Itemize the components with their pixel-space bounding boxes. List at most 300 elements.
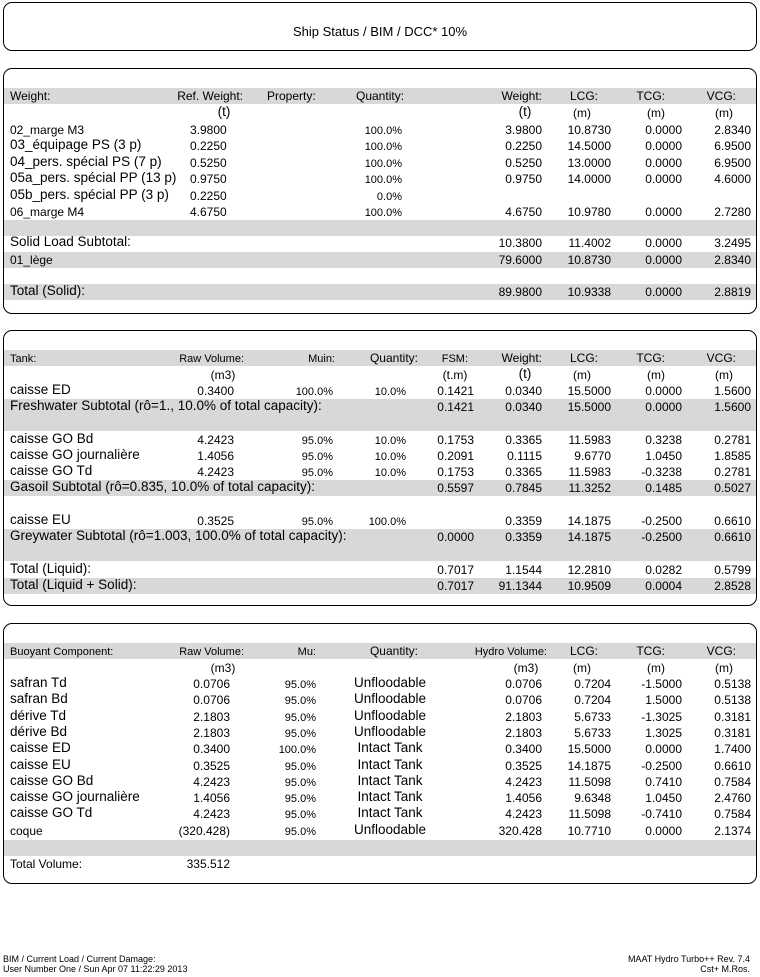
tcg: 0.0000 <box>645 236 682 250</box>
component-name: caisse GO Td <box>10 805 93 821</box>
unit-label: (m) <box>715 368 733 382</box>
tank-row <box>4 383 756 399</box>
tank-total-row <box>4 562 756 578</box>
mu: 95.0% <box>284 825 316 838</box>
tcg: 0.0000 <box>645 172 682 187</box>
raw-volume: 4.2423 <box>197 433 234 447</box>
col-header: TCG: <box>636 89 665 103</box>
quantity: Unfloodable <box>353 707 427 723</box>
mu: 95.0% <box>284 776 316 789</box>
col-header: VCG: <box>706 89 736 103</box>
page-title: Ship Status / BIM / DCC* 10% <box>292 24 468 39</box>
col-header: Quantity: <box>369 351 418 365</box>
lcg: 11.5098 <box>568 807 611 822</box>
tank-subtotal-row <box>4 399 756 415</box>
weight: 89.9800 <box>498 285 542 299</box>
buoyant-row <box>4 806 756 822</box>
weight: 3.9800 <box>505 123 542 137</box>
quantity: 100.0% <box>364 174 402 187</box>
vcg: 0.3181 <box>714 725 751 740</box>
spacer-row <box>4 496 756 512</box>
lcg: 10.8730 <box>567 253 611 267</box>
unit-label: (m) <box>715 661 733 675</box>
quantity: Intact Tank <box>357 805 423 821</box>
weight: 0.7845 <box>505 481 542 495</box>
vcg: 2.4760 <box>714 791 751 806</box>
tcg: -0.3238 <box>641 465 682 479</box>
weight: 0.0340 <box>505 400 542 414</box>
vcg: 6.9500 <box>714 139 751 154</box>
tank-name: caisse GO journalière <box>10 447 140 462</box>
unit-label: (t) <box>518 366 532 381</box>
unit-label: (m) <box>573 661 591 675</box>
lcg: 9.6770 <box>574 449 611 463</box>
vcg: 2.8528 <box>714 579 751 593</box>
unit-label: (m) <box>647 106 665 120</box>
lcg: 15.5000 <box>567 384 611 398</box>
weight-row <box>4 155 756 171</box>
hydro-volume: 2.1803 <box>505 709 542 724</box>
tcg: 0.0000 <box>645 139 682 154</box>
total-volume: 335.512 <box>186 857 230 871</box>
raw-volume: 0.3525 <box>193 758 230 773</box>
spacer-row <box>4 840 756 856</box>
tcg: 0.1485 <box>645 481 682 495</box>
ref-weight: 0.9750 <box>190 172 227 187</box>
tcg: 0.0000 <box>645 823 682 838</box>
tcg: 0.3238 <box>645 433 682 447</box>
component-name: caisse GO Bd <box>10 772 94 788</box>
subtotal-label: Greywater Subtotal (rô=1.003, 100.0% of total capacity): <box>10 528 347 543</box>
buoyant-units-row <box>4 660 756 676</box>
weights-units-row <box>4 105 756 121</box>
fsm: 0.5597 <box>437 481 474 495</box>
vcg: 2.8340 <box>714 123 751 137</box>
col-header: Muin: <box>308 353 335 365</box>
solid-subtotal-row <box>4 235 756 251</box>
quantity: 100.0% <box>364 125 402 137</box>
spacer-row <box>4 415 756 431</box>
col-header: VCG: <box>706 351 736 365</box>
lcg: 10.9509 <box>567 579 611 593</box>
muin: 100.0% <box>295 386 333 398</box>
vcg: 0.3181 <box>714 709 751 724</box>
tcg: 0.0000 <box>645 205 682 219</box>
col-header: VCG: <box>706 644 736 658</box>
buoyant-row <box>4 823 756 839</box>
tank-row <box>4 448 756 464</box>
vcg: 0.6610 <box>714 758 751 773</box>
mu: 95.0% <box>284 711 316 724</box>
col-header: TCG: <box>636 644 665 658</box>
raw-volume: 0.0706 <box>193 693 230 708</box>
unit-label: (m) <box>647 661 665 675</box>
lege-row <box>4 252 756 268</box>
tcg: -0.2500 <box>641 758 682 773</box>
hydro-volume: 4.2423 <box>505 774 542 789</box>
unit-label: (t.m) <box>442 368 468 382</box>
lcg: 12.2810 <box>567 563 611 577</box>
weights-panel <box>3 68 757 314</box>
footer-user-info: User Number One / Sun Apr 07 11:22:29 2013 <box>3 964 188 974</box>
quantity: Unfloodable <box>353 675 427 690</box>
ref-weight: 4.6750 <box>190 205 227 219</box>
tank-total-row <box>4 578 756 594</box>
tank-name: caisse GO Td <box>10 463 93 478</box>
muin: 95.0% <box>301 516 333 528</box>
muin: 95.0% <box>301 467 333 479</box>
hydro-volume: 0.0706 <box>505 677 542 691</box>
lcg: 14.0000 <box>567 172 611 187</box>
weight-name: 03_équipage PS (3 p) <box>10 137 142 153</box>
col-header: LCG: <box>569 89 598 103</box>
raw-volume: 4.2423 <box>193 807 230 822</box>
unit-label: (t) <box>217 104 231 119</box>
col-header: Mu: <box>297 646 316 658</box>
unit-label: (m3) <box>210 368 236 382</box>
footer <box>0 952 760 977</box>
buoyant-panel <box>3 623 757 884</box>
component-name: dérive Bd <box>10 723 68 739</box>
vcg: 1.8585 <box>714 449 751 463</box>
tcg: -0.7410 <box>641 807 682 822</box>
vcg: 0.7584 <box>714 774 751 789</box>
weight: 79.6000 <box>498 253 542 267</box>
tcg: 0.0000 <box>645 285 682 299</box>
tcg: 0.0000 <box>645 400 682 414</box>
quantity: Intact Tank <box>357 756 423 772</box>
unit-label: (m) <box>647 368 665 382</box>
vcg: 6.9500 <box>714 155 751 170</box>
raw-volume: 4.2423 <box>193 774 230 789</box>
vcg: 0.2781 <box>714 465 751 479</box>
raw-volume: 0.0706 <box>193 677 230 691</box>
mu: 95.0% <box>284 695 316 708</box>
muin: 95.0% <box>301 451 333 463</box>
buoyant-row <box>4 790 756 806</box>
tank-name: caisse GO Bd <box>10 431 94 446</box>
vcg: 2.1374 <box>714 823 751 838</box>
vcg: 0.5138 <box>714 693 751 708</box>
fsm: 0.7017 <box>437 563 474 577</box>
vcg: 0.7584 <box>714 807 751 822</box>
vcg: 3.2495 <box>714 236 751 250</box>
vcg: 2.7280 <box>714 205 751 219</box>
mu: 95.0% <box>284 727 316 740</box>
quantity: 0.0% <box>376 190 402 203</box>
lcg: 11.5983 <box>568 433 611 447</box>
col-header: Quantity: <box>369 644 418 658</box>
vcg: 0.5799 <box>714 563 751 577</box>
tcg: 0.0000 <box>645 384 682 398</box>
fsm: 0.1753 <box>437 433 474 447</box>
weight: 0.2250 <box>505 139 542 154</box>
lcg: 5.6733 <box>574 725 611 740</box>
quantity: 100.0% <box>364 157 402 170</box>
quantity: Intact Tank <box>357 772 423 788</box>
vcg: 1.7400 <box>714 742 751 757</box>
lcg: 5.6733 <box>574 709 611 724</box>
vcg: 0.6610 <box>714 530 751 544</box>
weight-name: 06_marge M4 <box>10 205 85 219</box>
col-header: Ref. Weight: <box>177 89 243 103</box>
vcg: 0.2781 <box>714 433 751 447</box>
quantity: Intact Tank <box>357 740 423 756</box>
quantity: 10.0% <box>374 435 406 447</box>
col-header: Raw Volume: <box>179 646 244 658</box>
raw-volume: 0.3525 <box>197 514 234 528</box>
mu: 95.0% <box>284 760 316 773</box>
lcg: 14.1875 <box>567 530 611 544</box>
buoyant-row <box>4 774 756 790</box>
tcg: 0.0000 <box>645 123 682 137</box>
ref-weight: 3.9800 <box>190 123 227 137</box>
tcg: 0.0000 <box>645 155 682 170</box>
weight: 1.1544 <box>505 563 542 577</box>
component-name: caisse EU <box>10 756 71 772</box>
col-header: Buoyant Component: <box>10 646 114 658</box>
quantity: Unfloodable <box>353 723 427 739</box>
mu: 95.0% <box>284 793 316 806</box>
weight-name: 05b_pers. spécial PP (3 p) <box>10 186 169 202</box>
raw-volume: 0.3400 <box>193 742 230 757</box>
hydro-volume: 2.1803 <box>505 725 542 740</box>
quantity: 10.0% <box>374 467 406 479</box>
weight-row <box>4 122 756 138</box>
total-label: Total Volume: <box>10 857 83 871</box>
component-name: safran Bd <box>10 691 68 707</box>
raw-volume: (320.428) <box>178 823 230 838</box>
buoyant-total-row <box>4 856 756 872</box>
buoyant-row <box>4 758 756 774</box>
tcg: 0.0282 <box>645 563 682 577</box>
buoyant-row <box>4 725 756 741</box>
total-label: Total (Liquid + Solid): <box>10 577 137 592</box>
quantity: 10.0% <box>374 386 406 398</box>
tank-subtotal-row <box>4 529 756 545</box>
hydro-volume: 0.3400 <box>505 742 542 757</box>
component-name: caisse ED <box>10 740 71 756</box>
col-header: TCG: <box>636 351 665 365</box>
raw-volume: 2.1803 <box>193 725 230 740</box>
fsm: 0.2091 <box>437 449 474 463</box>
lcg: 10.8730 <box>567 123 611 137</box>
buoyant-row <box>4 676 756 692</box>
vcg: 4.6000 <box>714 172 751 187</box>
vcg: 2.8819 <box>714 285 751 299</box>
lcg: 10.7710 <box>567 823 611 838</box>
hydro-volume: 0.0706 <box>505 693 542 708</box>
fsm: 0.7017 <box>437 579 474 593</box>
vcg: 0.6610 <box>714 514 751 528</box>
lcg: 11.5098 <box>568 774 611 789</box>
mu: 95.0% <box>284 809 316 822</box>
lcg: 14.1875 <box>567 758 611 773</box>
fsm: 0.1421 <box>437 384 474 398</box>
footer-software: MAAT Hydro Turbo++ Rev. 7.4 <box>627 954 750 964</box>
weight: 0.3365 <box>505 433 542 447</box>
vcg: 2.8340 <box>714 253 751 267</box>
weight-row <box>4 171 756 187</box>
lcg: 11.5983 <box>568 465 611 479</box>
tank-row <box>4 432 756 448</box>
component-name: safran Td <box>10 675 67 690</box>
mu: 95.0% <box>284 679 316 691</box>
lcg: 11.3252 <box>568 481 611 495</box>
col-header: Weight: <box>501 351 542 365</box>
component-name: caisse GO journalière <box>10 789 140 805</box>
footer-load-info: BIM / Current Load / Current Damage: <box>3 954 156 964</box>
weight: 4.6750 <box>505 205 542 219</box>
subtotal-label: Solid Load Subtotal: <box>10 234 131 249</box>
weight: 0.0340 <box>505 384 542 398</box>
raw-volume: 1.4056 <box>197 449 234 463</box>
lcg: 15.5000 <box>567 400 611 414</box>
weight: 0.3359 <box>505 514 542 528</box>
tcg: 1.3025 <box>645 725 682 740</box>
solid-total-row <box>4 284 756 300</box>
ref-weight: 0.5250 <box>190 155 227 170</box>
ref-weight: 0.2250 <box>190 139 227 154</box>
lcg: 10.9338 <box>567 285 611 299</box>
weight: 0.3365 <box>505 465 542 479</box>
col-header: FSM: <box>441 353 468 365</box>
tcg: 0.7410 <box>645 774 682 789</box>
component-name: coque <box>10 823 43 838</box>
col-header: Raw Volume: <box>179 353 244 365</box>
weight-row <box>4 138 756 154</box>
col-header: Weight: <box>501 89 542 103</box>
footer-copyright: Cst+ M.Ros. <box>700 964 750 974</box>
lcg: 0.7204 <box>574 677 611 691</box>
quantity: 100.0% <box>368 516 406 528</box>
buoyant-header-row <box>4 643 756 659</box>
weight-name: 04_pers. spécial PS (7 p) <box>10 153 162 169</box>
vcg: 1.5600 <box>714 400 751 414</box>
hydro-volume: 320.428 <box>498 823 542 838</box>
weight: 10.3800 <box>498 236 542 250</box>
tcg: 0.0000 <box>645 742 682 757</box>
unit-label: (m3) <box>513 661 539 675</box>
weight-name: 05a_pers. spécial PP (13 p) <box>10 170 177 186</box>
quantity: 10.0% <box>374 451 406 463</box>
col-header: Quantity: <box>356 89 405 103</box>
col-header: Property: <box>267 89 316 103</box>
total-label: Total (Liquid): <box>10 561 92 576</box>
weight: 0.9750 <box>505 172 542 187</box>
buoyant-row <box>4 692 756 708</box>
weight-row <box>4 204 756 220</box>
tank-name: caisse ED <box>10 382 71 397</box>
tank-row <box>4 513 756 529</box>
tcg: 1.0450 <box>645 791 682 806</box>
lcg: 13.0000 <box>567 155 611 170</box>
tanks-panel <box>3 330 757 606</box>
tank-name: caisse EU <box>10 512 71 527</box>
unit-label: (m3) <box>210 661 236 675</box>
weight-row <box>4 188 756 204</box>
quantity: Unfloodable <box>353 691 427 707</box>
spacer-row <box>4 545 756 561</box>
title-panel <box>3 2 757 51</box>
fsm: 0.1753 <box>437 465 474 479</box>
tcg: 1.5000 <box>645 693 682 708</box>
mu: 100.0% <box>278 744 316 757</box>
raw-volume: 0.3400 <box>197 384 234 398</box>
col-header: LCG: <box>569 644 598 658</box>
fsm: 0.1421 <box>437 400 474 414</box>
vcg: 0.5138 <box>714 677 751 691</box>
subtotal-label: Freshwater Subtotal (rô=1., 10.0% of total capacity): <box>10 398 322 413</box>
quantity: 100.0% <box>364 207 402 219</box>
col-header: Tank: <box>10 353 37 365</box>
tcg: 1.0450 <box>645 449 682 463</box>
tcg: 0.0004 <box>645 579 682 593</box>
tcg: -0.2500 <box>641 514 682 528</box>
lcg: 15.5000 <box>567 742 611 757</box>
hydro-volume: 0.3525 <box>505 758 542 773</box>
lcg: 14.1875 <box>567 514 611 528</box>
tcg: -0.2500 <box>641 530 682 544</box>
lcg: 9.6348 <box>574 791 611 806</box>
raw-volume: 4.2423 <box>197 465 234 479</box>
unit-label: (m) <box>573 368 591 382</box>
lcg: 0.7204 <box>574 693 611 708</box>
unit-label: (t) <box>518 104 532 119</box>
weights-header-row <box>4 88 756 104</box>
tank-subtotal-row <box>4 480 756 496</box>
tanks-units-row <box>4 367 756 383</box>
component-name: dérive Td <box>10 707 67 723</box>
hydro-volume: 4.2423 <box>505 807 542 822</box>
quantity: 100.0% <box>364 141 402 154</box>
lcg: 11.4002 <box>568 236 611 250</box>
weight: 0.5250 <box>505 155 542 170</box>
col-header: LCG: <box>569 351 598 365</box>
buoyant-row <box>4 709 756 725</box>
quantity: Intact Tank <box>357 789 423 805</box>
vcg: 0.5027 <box>714 481 751 495</box>
weight: 0.3359 <box>505 530 542 544</box>
quantity: Unfloodable <box>353 821 427 837</box>
lcg: 10.9780 <box>567 205 611 219</box>
col-header: Weight: <box>10 89 51 103</box>
unit-label: (m) <box>715 106 733 120</box>
raw-volume: 2.1803 <box>193 709 230 724</box>
hydro-volume: 1.4056 <box>505 791 542 806</box>
buoyant-row <box>4 741 756 757</box>
lege-label: 01_lège <box>10 253 53 267</box>
fsm: 0.0000 <box>437 530 474 544</box>
weight-name: 02_marge M3 <box>10 123 85 137</box>
weight: 0.1115 <box>507 449 542 463</box>
ref-weight: 0.2250 <box>190 188 227 203</box>
spacer-row <box>4 268 756 284</box>
total-label: Total (Solid): <box>10 283 86 298</box>
lcg: 14.5000 <box>567 139 611 154</box>
weight: 91.1344 <box>498 579 542 593</box>
tcg: 0.0000 <box>645 253 682 267</box>
col-header: Hydro Volume: <box>474 646 547 658</box>
vcg: 1.5600 <box>714 384 751 398</box>
tank-row <box>4 464 756 480</box>
tcg: -1.3025 <box>641 709 682 724</box>
raw-volume: 1.4056 <box>193 791 230 806</box>
tcg: -1.5000 <box>641 677 682 691</box>
unit-label: (m) <box>573 106 591 120</box>
subtotal-label: Gasoil Subtotal (rô=0.835, 10.0% of total capacity): <box>10 479 316 494</box>
tanks-header-row <box>4 350 756 366</box>
